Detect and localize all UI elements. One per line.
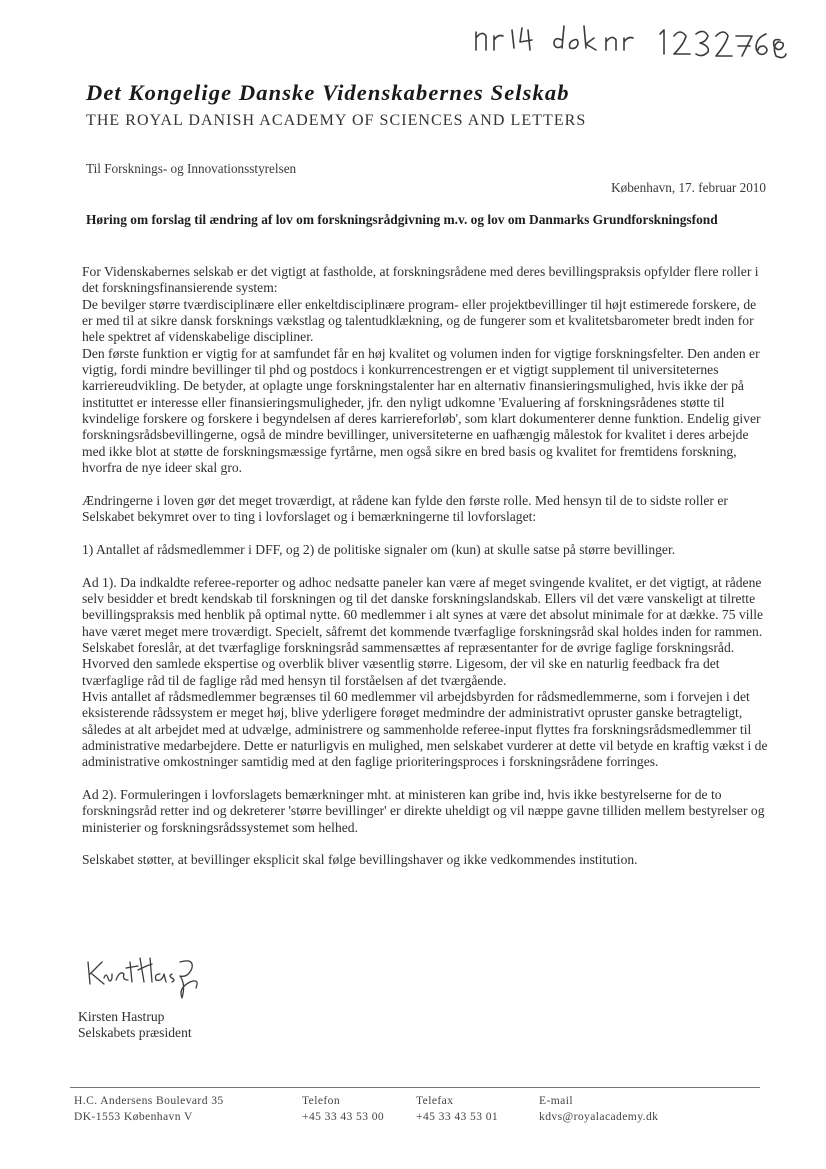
academy-name: Det Kongelige Danske Videnskabernes Selskab (86, 80, 570, 105)
recipient-line: Til Forsknings- og Innovationsstyrelsen (86, 161, 297, 176)
letter-body (82, 264, 768, 885)
footer-address (74, 1093, 224, 1124)
footer-fax-number: +45 33 43 53 01 (416, 1109, 499, 1123)
signer-block (78, 1009, 192, 1042)
signer-name: Kirsten Hastrup (78, 1009, 165, 1024)
handwriting-icon (470, 16, 790, 64)
signature-icon (82, 944, 212, 1004)
body-paragraph: Ændringerne i loven gør det meget troværdigt, at rådene kan fylde den første rolle. Med hensyn til de to sidste roller er Selskabet bekymret over to ting i lovforslaget og i bemærkningerne til lovforslaget: (82, 492, 728, 525)
footer-email-label: E-mail (539, 1094, 573, 1107)
handwritten-archive-note (470, 16, 790, 64)
body-paragraph: For Videnskabernes selskab er det vigtigt at fastholde, at forskningsrådene med deres bevillingspraksis opfylder flere roller i det forskningsfinansierende system: De bevilger større tværdisciplinære eller enkeltdisciplinære program- eller projektbevillinger til højt estimerede forskere, de er med til at sikre dansk forsknings vækstlag og talentudklækning, og de fungerer som et kvalitetsbarometer bredt inden for hele spektret af videnskabelige discipliner. Den første funktion er vigtig for at samfundet får en høj kvalitet og volumen inden for vigtige forskningsfelter. Den anden er vigtig, fordi mindre bevillinger til phd og postdocs i konkurrencestrengen er et vigtigt supplement til universiteternes karriereudvikling. De betyder, at oplagte unge forskningstalenter har en alternativ finansieringsmulighed, hvis ikke der på instituttet er interesse eller finansieringsmuligheder, jfr. den nyligt udkomne 'Evaluering af forskningsrådenes støtte til kvindelige forskere og forskere i begyndelsen af deres karriereforløb', som klart dokumenterer denne funktion. Endelig giver forskningsrådsbevillingerne, også de mindre bevillinger, universiteterne en uafhængig målestok for kvalitet i deres arbejde med ikke blot at støtte de forskningsmæssige fyrtårne, men også sikre en bred basis og kvalitet for fremtidens forskning, hvorfra de nye ideer skal gro. (82, 264, 761, 476)
footer-phone-label: Telefon (302, 1094, 341, 1107)
body-paragraph: 1) Antallet af rådsmedlemmer i DFF, og 2) de politiske signaler om (kun) at skulle satse på større bevillinger. (82, 541, 676, 557)
footer-fax (416, 1093, 498, 1124)
letter-subject: Høring om forslag til ændring af lov om forskningsrådgivning m.v. og lov om Danmarks Grundforskningsfond (86, 212, 718, 227)
footer-email-address: kdvs@royalacademy.dk (539, 1109, 659, 1123)
body-paragraph: Selskabet støtter, at bevillinger eksplicit skal følge bevillingshaver og ikke vedkommendes institution. (82, 852, 638, 868)
academy-name-english: THE ROYAL DANISH ACADEMY OF SCIENCES AND LETTERS (86, 112, 587, 129)
body-paragraph: Ad 1). Da indkaldte referee-reporter og adhoc nedsatte paneler kan være af meget svingende kvalitet, er det vigtigt, at rådene selv besidder et bredt kendskab til forskningen og til det danske forskningslandskab. Ellers vil det være vanskeligt at tilrette bevillingspraksis med henblik på optimal nytte. 60 medlemmer i alt synes at være det absolut minimale for at dække. 75 ville have været meget mere troværdigt. Specielt, såfremt det kommende tværfaglige forskningsråd skal holdes inden for rammen. Selskabet foreslår, at det tværfaglige forskningsråd sammensættes af repræsentanter for de øvrige faglige forskningsråd. Hvorved den samlede ekspertise og overblik bliver væsentlig større. Ligesom, der vil ske en naturlig feedback fra det tværfaglige råd til de faglige råd med hensyn til forståelsen af det tværgående. Hvis antallet af rådsmedlemmer begrænses til 60 medlemmer vil arbejdsbyrden for rådsmedlemmerne, som i forvejen i det eksisterende rådssystem er meget høj, blive yderligere forøget medmindre der administrativt opruster ganske betragteligt, således at alt arbejdet med at udvælge, administrere og sammenholde referee-input flyttes fra forskningsrådsmedlemmer til administrative medarbejdere. Dette er naturligvis en mulighed, men selskabet vurderer at dette vil betyde en kraftig vækst i de administrative omkostninger samtidig med at den faglige prioriteringsproces i forskningsrådene forringes. (82, 574, 768, 770)
footer-address-line2: DK-1553 København V (74, 1109, 193, 1123)
handwritten-signature (82, 944, 212, 1004)
footer-phone (302, 1093, 384, 1124)
date-line: København, 17. februar 2010 (611, 180, 766, 195)
body-paragraph: Ad 2). Formuleringen i lovforslagets bemærkninger mht. at ministeren kan gribe ind, hvis ikke bestyrelserne for de to forskningsråd retter ind og dekreterer 'større bevillinger' er direkte uheldigt og vil næppe gavne tilliden mellem bestyrelser og ministerier og forskningsrådssystemet som helhed. (82, 787, 765, 835)
footer-divider (70, 1087, 760, 1088)
footer-phone-number: +45 33 43 53 00 (302, 1109, 385, 1123)
footer-email (539, 1093, 658, 1124)
signer-title: Selskabets præsident (78, 1025, 192, 1041)
footer-fax-label: Telefax (416, 1094, 454, 1107)
footer-address-line1: H.C. Andersens Boulevard 35 (74, 1094, 224, 1107)
